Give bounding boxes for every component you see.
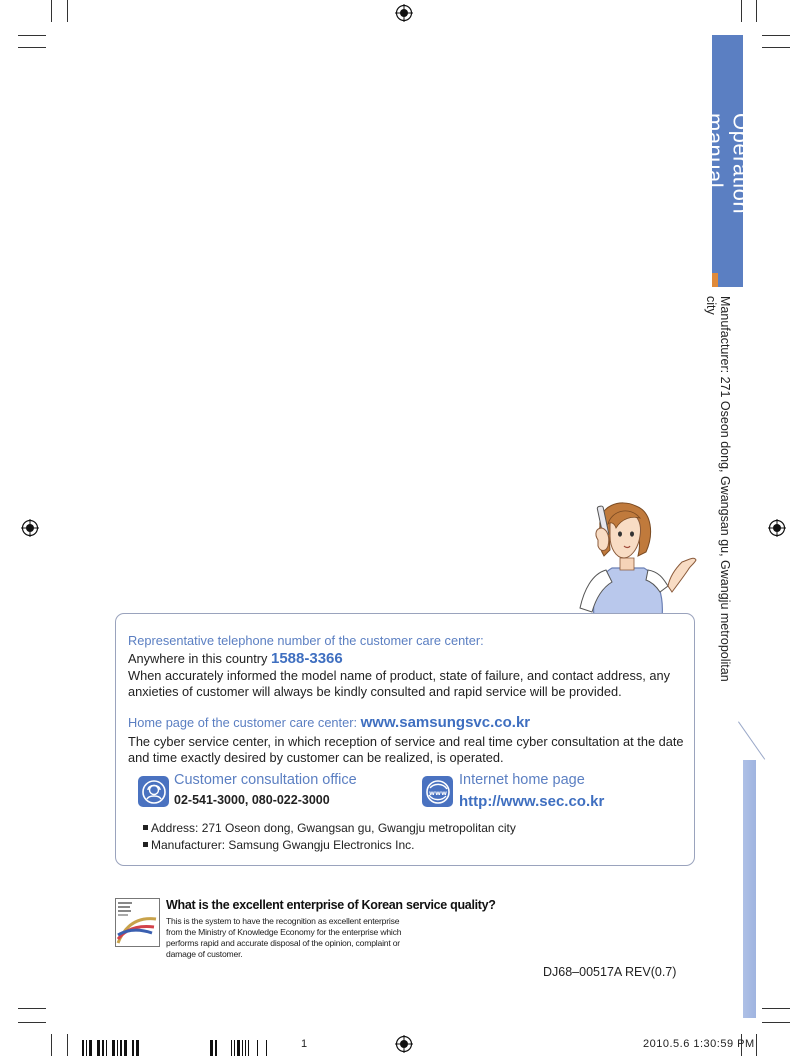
homepage-label: Home page of the customer care center: xyxy=(128,715,358,730)
crop-mark xyxy=(756,0,757,22)
crop-mark xyxy=(762,47,790,48)
spine-title-text: Operation manual xyxy=(702,113,754,215)
print-datetime: 2010.5.6 1:30:59 PM xyxy=(643,1038,755,1050)
crop-mark xyxy=(741,0,742,22)
crop-mark xyxy=(762,1022,790,1023)
crop-mark xyxy=(18,1022,46,1023)
homepage-description: The cyber service center, in which reception of service and real time cyber consultation at the date and time exactly desired by customer can be realized, is operated. xyxy=(128,734,684,765)
office-phones: 02-541-3000, 080-022-3000 xyxy=(174,793,330,807)
registration-mark-icon xyxy=(395,4,413,22)
crop-mark xyxy=(18,47,46,48)
svg-text:www: www xyxy=(428,788,447,797)
page-number: 1 xyxy=(301,1038,308,1050)
spine-manufacturer-line: Manufacturer: 271 Oseon dong, Gwangsan gu, Gwangju metropolitan city xyxy=(704,296,732,682)
manufacturer-line: Manufacturer: Samsung Gwangju Electronics Inc. xyxy=(143,838,414,852)
www-globe-icon xyxy=(422,776,453,807)
internet-title: Internet home page xyxy=(459,772,585,788)
crop-mark xyxy=(762,1008,790,1009)
customer-service-icon xyxy=(138,776,169,807)
office-title: Customer consultation office xyxy=(174,772,357,788)
crop-mark xyxy=(67,1034,68,1056)
registration-mark-icon xyxy=(768,519,786,537)
quality-title: What is the excellent enterprise of Korean service quality? xyxy=(166,898,496,912)
phone-prefix: Anywhere in this country xyxy=(128,651,268,666)
registration-mark-icon xyxy=(395,1035,413,1053)
crop-mark xyxy=(762,35,790,36)
crop-mark xyxy=(18,35,46,36)
phone-description: When accurately informed the model name of product, state of failure, and contact address, any anxieties of customer will always be kindly consulted and rapid service will be provided. xyxy=(128,668,671,699)
crop-mark xyxy=(756,1034,757,1056)
phone-line xyxy=(128,651,343,667)
spine-bottom-bar xyxy=(743,760,756,1018)
address-line: Address: 271 Oseon dong, Gwangsan gu, Gwangju metropolitan city xyxy=(143,821,516,835)
crop-mark xyxy=(51,1034,52,1056)
barcode xyxy=(82,1040,141,1056)
homepage-line xyxy=(128,715,530,731)
phone-number: 1588-3366 xyxy=(270,650,343,667)
homepage-url[interactable]: www.samsungsvc.co.kr xyxy=(360,714,531,731)
document-code: DJ68–00517A REV(0.7) xyxy=(543,965,677,979)
crop-mark xyxy=(67,0,68,22)
phone-label: Representative telephone number of the customer care center: xyxy=(128,633,484,648)
spine-title xyxy=(702,35,754,287)
crop-mark xyxy=(18,1008,46,1009)
internet-url[interactable]: http://www.sec.co.kr xyxy=(459,793,605,810)
barcode xyxy=(210,1040,269,1056)
quality-description: This is the system to have the recognition as excellent enterprise from the Ministry of Knowledge Economy for the enterprise which performs rapid and accurate disposal of the opinion, complaint or damage of customer. xyxy=(166,916,402,959)
registration-mark-icon xyxy=(21,519,39,537)
crop-mark xyxy=(51,0,52,22)
quality-certification-mark xyxy=(115,898,160,947)
spine-divider xyxy=(738,721,765,759)
woman-phone-illustration xyxy=(572,500,700,618)
